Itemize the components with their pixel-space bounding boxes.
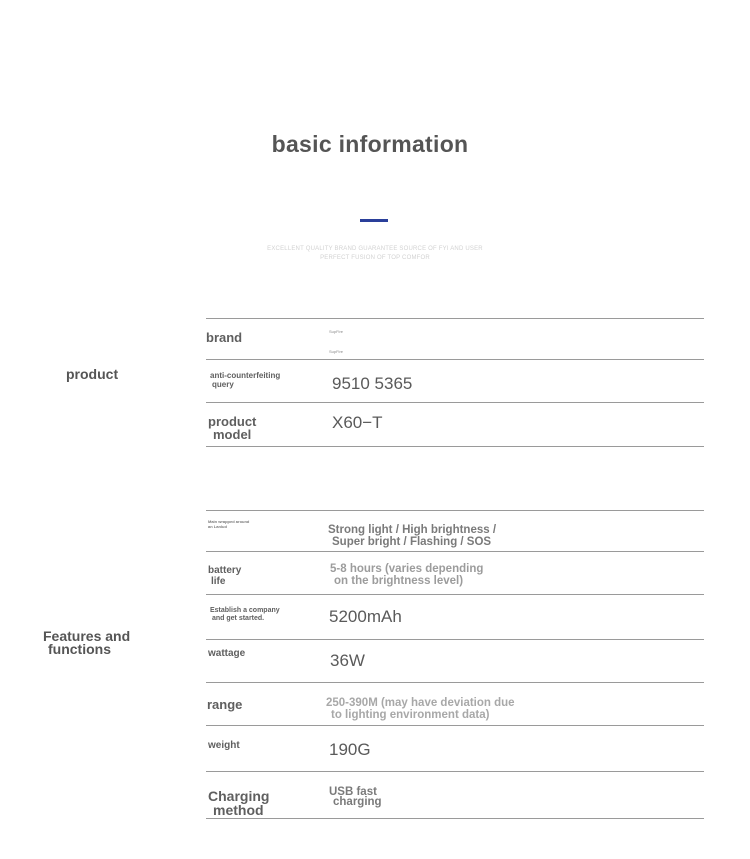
section-label-features: Features and functions [43, 628, 131, 657]
anti-counterfeit-label: anti-counterfeiting query [210, 371, 281, 389]
range-value: 250-390M (may have deviation due to lighting environment data) [326, 697, 515, 721]
brand-label: brand [206, 330, 243, 345]
divider [206, 359, 704, 360]
accent-bar [360, 219, 388, 222]
divider [206, 594, 704, 595]
divider [206, 639, 704, 640]
charging-method-value: USB fast charging [329, 786, 382, 808]
product-model-value: X60−T [332, 413, 383, 432]
modes-label: Main wrapped around an Lanlud [208, 519, 250, 529]
divider [206, 725, 704, 726]
divider [206, 682, 704, 683]
slogan-line-1: EXCELLENT QUALITY BRAND GUARANTEE SOURCE OF FYI AND USER [267, 246, 483, 252]
capacity-label: Establish a company and get started. [210, 607, 280, 622]
wattage-value: 36W [330, 651, 365, 670]
brand-value-2: SupFire [329, 349, 344, 354]
charging-method-label: Charging method [208, 788, 270, 818]
page-title: basic information [271, 131, 469, 157]
battery-life-label: battery life [208, 565, 242, 587]
divider [206, 318, 704, 319]
divider [206, 551, 704, 552]
divider [206, 510, 704, 511]
wattage-label: wattage [208, 648, 246, 659]
range-label: range [207, 697, 243, 712]
battery-life-value: 5-8 hours (varies depending on the brightness level) [330, 563, 484, 587]
weight-label: weight [208, 740, 240, 751]
brand-value-1: SupFire [329, 329, 344, 334]
anti-counterfeit-value: 9510 5365 [332, 374, 413, 393]
divider [206, 402, 704, 403]
product-model-label: product model [208, 414, 257, 442]
divider [206, 446, 704, 447]
divider [206, 818, 704, 819]
weight-value: 190G [329, 740, 371, 759]
slogan-line-2: PERFECT FUSION OF TOP COMFOR [320, 255, 430, 261]
section-label-product: product [66, 366, 119, 382]
divider [206, 771, 704, 772]
capacity-value: 5200mAh [329, 607, 402, 626]
modes-value: Strong light / High brightness / Super bright / Flashing / SOS [328, 524, 497, 548]
